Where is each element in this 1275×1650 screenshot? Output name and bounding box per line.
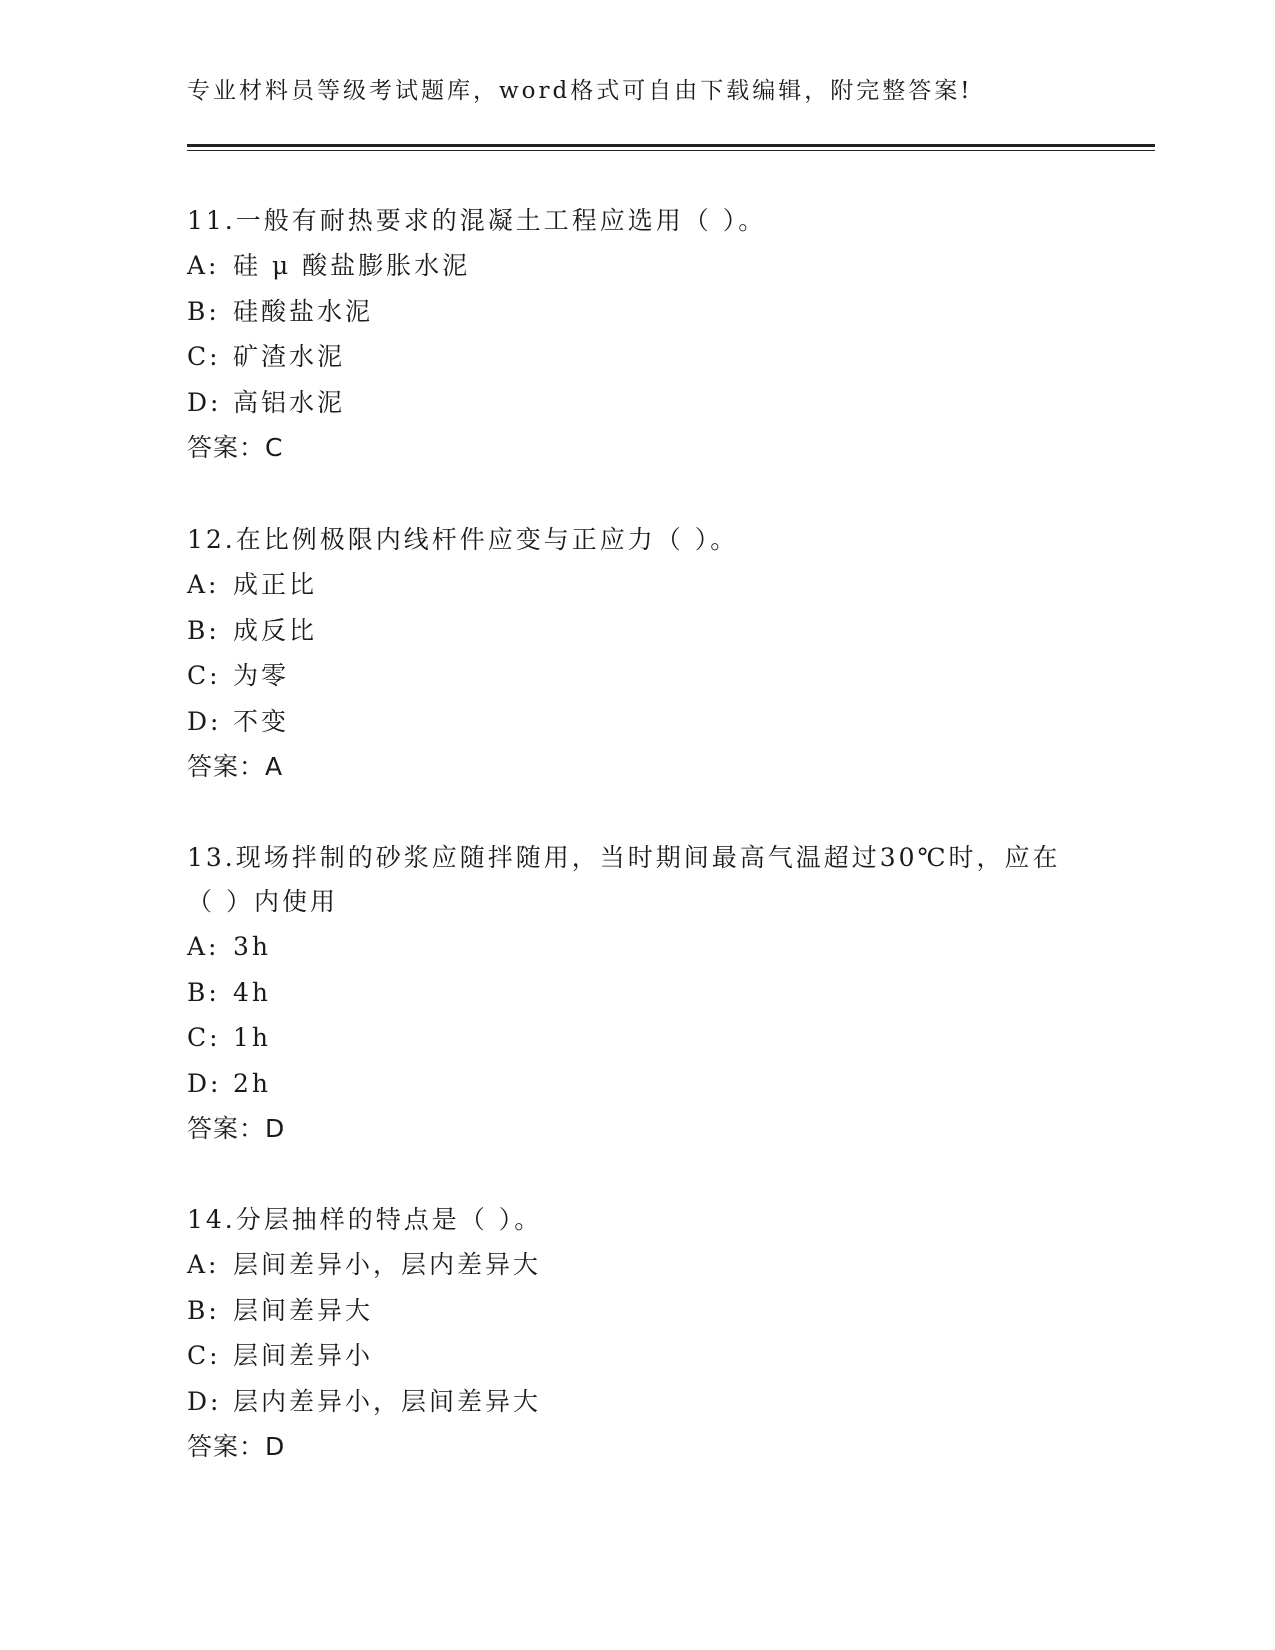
option-letter: C: — [187, 1341, 221, 1371]
question-13 — [187, 836, 1077, 1151]
option-a — [187, 562, 1087, 608]
option-letter: D: — [187, 387, 222, 417]
option-letter: A: — [187, 251, 220, 280]
option-text: 层间差异大 — [233, 1295, 374, 1325]
option-letter: B: — [187, 615, 220, 645]
option-c — [187, 653, 1087, 699]
option-text: 1h — [233, 1023, 272, 1053]
option-text: 2h — [233, 1068, 272, 1098]
option-text: 成反比 — [233, 615, 318, 645]
option-a — [187, 243, 1087, 289]
answer-line: 答案：C — [187, 433, 284, 463]
answer-line: 答案：A — [187, 752, 284, 782]
option-letter: C: — [187, 342, 221, 372]
option-a — [187, 924, 1077, 970]
option-d — [187, 699, 1087, 745]
question-11 — [187, 199, 1087, 470]
option-letter: A: — [187, 570, 220, 599]
option-b — [187, 608, 1087, 654]
option-a — [187, 1242, 1087, 1288]
option-c — [187, 334, 1087, 380]
question-14 — [187, 1198, 1087, 1469]
option-text: 4h — [233, 977, 272, 1007]
header-divider-thick — [187, 144, 1155, 147]
option-letter: C: — [187, 1023, 221, 1053]
question-stem: 14.分层抽样的特点是（ ）。 — [187, 1205, 543, 1234]
option-letter: D: — [187, 1068, 222, 1098]
option-letter: A: — [187, 932, 220, 961]
answer-line: 答案：D — [187, 1432, 286, 1462]
option-text: 高铝水泥 — [233, 387, 346, 417]
option-text: 层内差异小，层间差异大 — [233, 1386, 542, 1416]
option-letter: D: — [187, 1386, 222, 1416]
page-header: 专业材料员等级考试题库，word格式可自由下载编辑，附完整答案! — [187, 78, 973, 104]
option-letter: B: — [187, 1295, 220, 1325]
header-divider-thin — [187, 150, 1155, 151]
option-text: 3h — [233, 932, 272, 961]
option-letter: B: — [187, 977, 220, 1007]
option-c — [187, 1015, 1077, 1061]
option-letter: A: — [187, 1250, 220, 1279]
option-d — [187, 1061, 1077, 1107]
option-text: 成正比 — [233, 570, 318, 599]
option-letter: C: — [187, 661, 221, 691]
option-letter: B: — [187, 296, 220, 326]
answer-line: 答案：D — [187, 1114, 286, 1144]
option-b — [187, 1288, 1087, 1334]
option-b — [187, 289, 1087, 335]
option-text: 硅 μ 酸盐膨胀水泥 — [233, 251, 471, 280]
option-text: 硅酸盐水泥 — [233, 296, 374, 326]
option-d — [187, 1379, 1087, 1425]
question-stem: 12.在比例极限内线杆件应变与正应力（ ）。 — [187, 525, 739, 554]
option-text: 层间差异小 — [233, 1341, 374, 1371]
option-c — [187, 1333, 1087, 1379]
option-d — [187, 380, 1087, 426]
option-text: 矿渣水泥 — [233, 342, 346, 372]
question-stem: 11.一般有耐热要求的混凝土工程应选用（ ）。 — [187, 206, 767, 235]
question-stem: 13.现场拌制的砂浆应随拌随用，当时期间最高气温超过30℃时，应在（ ）内使用 — [187, 843, 1061, 916]
option-letter: D: — [187, 706, 222, 736]
option-text: 不变 — [233, 706, 290, 736]
option-text: 层间差异小，层内差异大 — [233, 1250, 542, 1279]
option-b — [187, 970, 1077, 1016]
question-12 — [187, 518, 1087, 789]
option-text: 为零 — [233, 661, 290, 691]
